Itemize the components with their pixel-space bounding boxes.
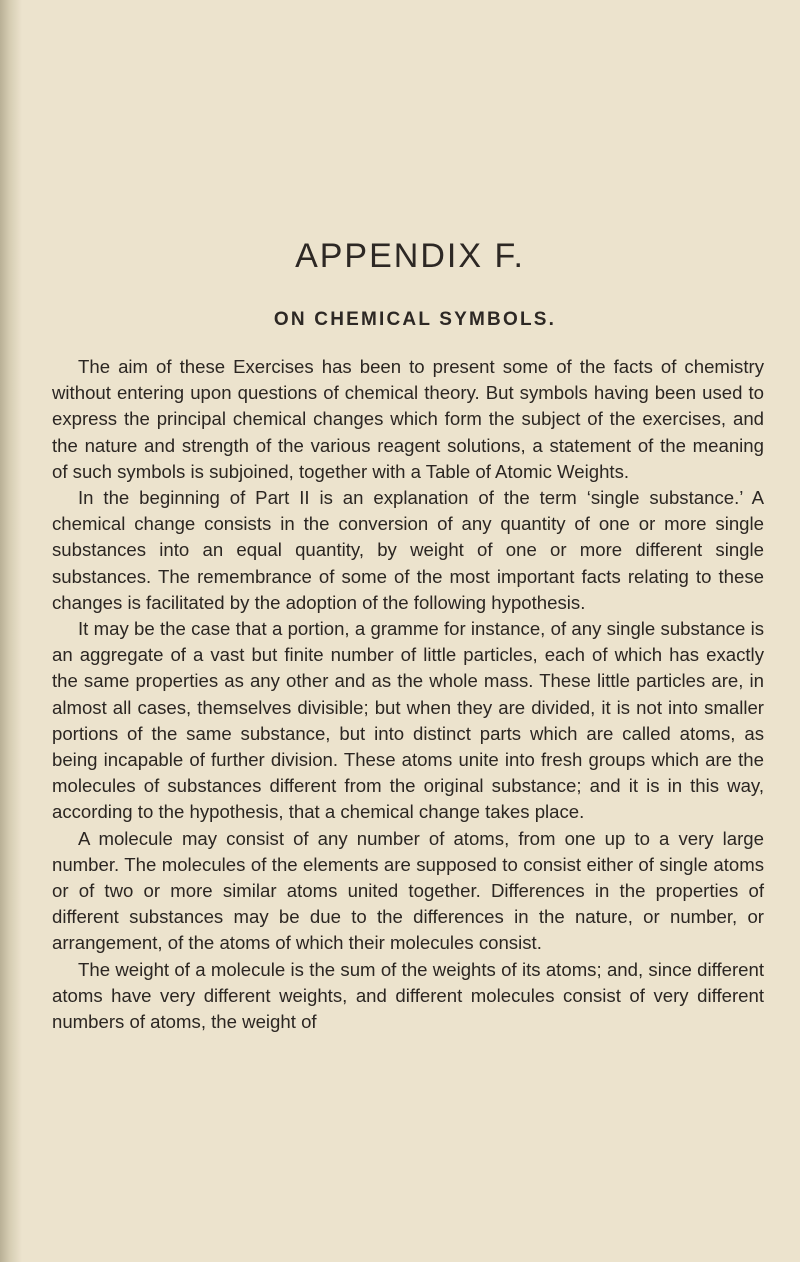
paragraph-3: It may be the case that a portion, a gramme for instance, of any single substance is an aggregate of a vast but finite number of little particles, each of which has exactly the same properties as any other and as the whole mass. These little particles are, in almost all cases, themselves divisible; but when they are divided, it is not into smaller portions of the same substance, but into distinct parts which are called atoms, as being incapable of further division. These atoms unite into fresh groups which are the molecules of substances different from the original substance; and it is in this way, according to the hypothesis, that a chemical change takes place. xyxy=(52,618,764,823)
paragraph-4: A molecule may consist of any number of atoms, from one up to a very large number. The molecules of the elements are supposed to consist either of single atoms or of two or more similar atoms united together. Differences in the properties of different substances may be due to the differences in the nature, or number, or arrangement, of the atoms of which their molecules consist. xyxy=(52,827,764,954)
book-page xyxy=(52,0,772,1262)
paragraph-2: In the beginning of Part II is an explanation of the term ‘single substance.’ A chemical change consists in the conversion of any quantity of one or more single substances into an equal quantity, by weight of one or more different single substances. The remembrance of some of the most important facts relating to these changes is facilitated by the adoption of the following hypothesis. xyxy=(52,487,764,613)
section-subheading: ON CHEMICAL SYMBOLS. xyxy=(273,309,557,330)
body-text xyxy=(52,354,764,1035)
paragraph-1: The aim of these Exercises has been to present some of the facts of chemistry without entering upon questions of chemical theory. But symbols having been used to express the principal chemical changes which form the subject of the exercises, and the nature and strength of the various reagent solutions, a statement of the meaning of such symbols is subjoined, together with a Table of Atomic Weights. xyxy=(52,356,764,482)
appendix-heading: APPENDIX F. xyxy=(295,237,525,275)
page-binding-shadow xyxy=(0,0,22,1262)
paragraph-5: The weight of a molecule is the sum of the weights of its atoms; and, since different atoms have very different weights, and different molecules consist of very different numbers of atoms, the weight of xyxy=(52,958,764,1033)
